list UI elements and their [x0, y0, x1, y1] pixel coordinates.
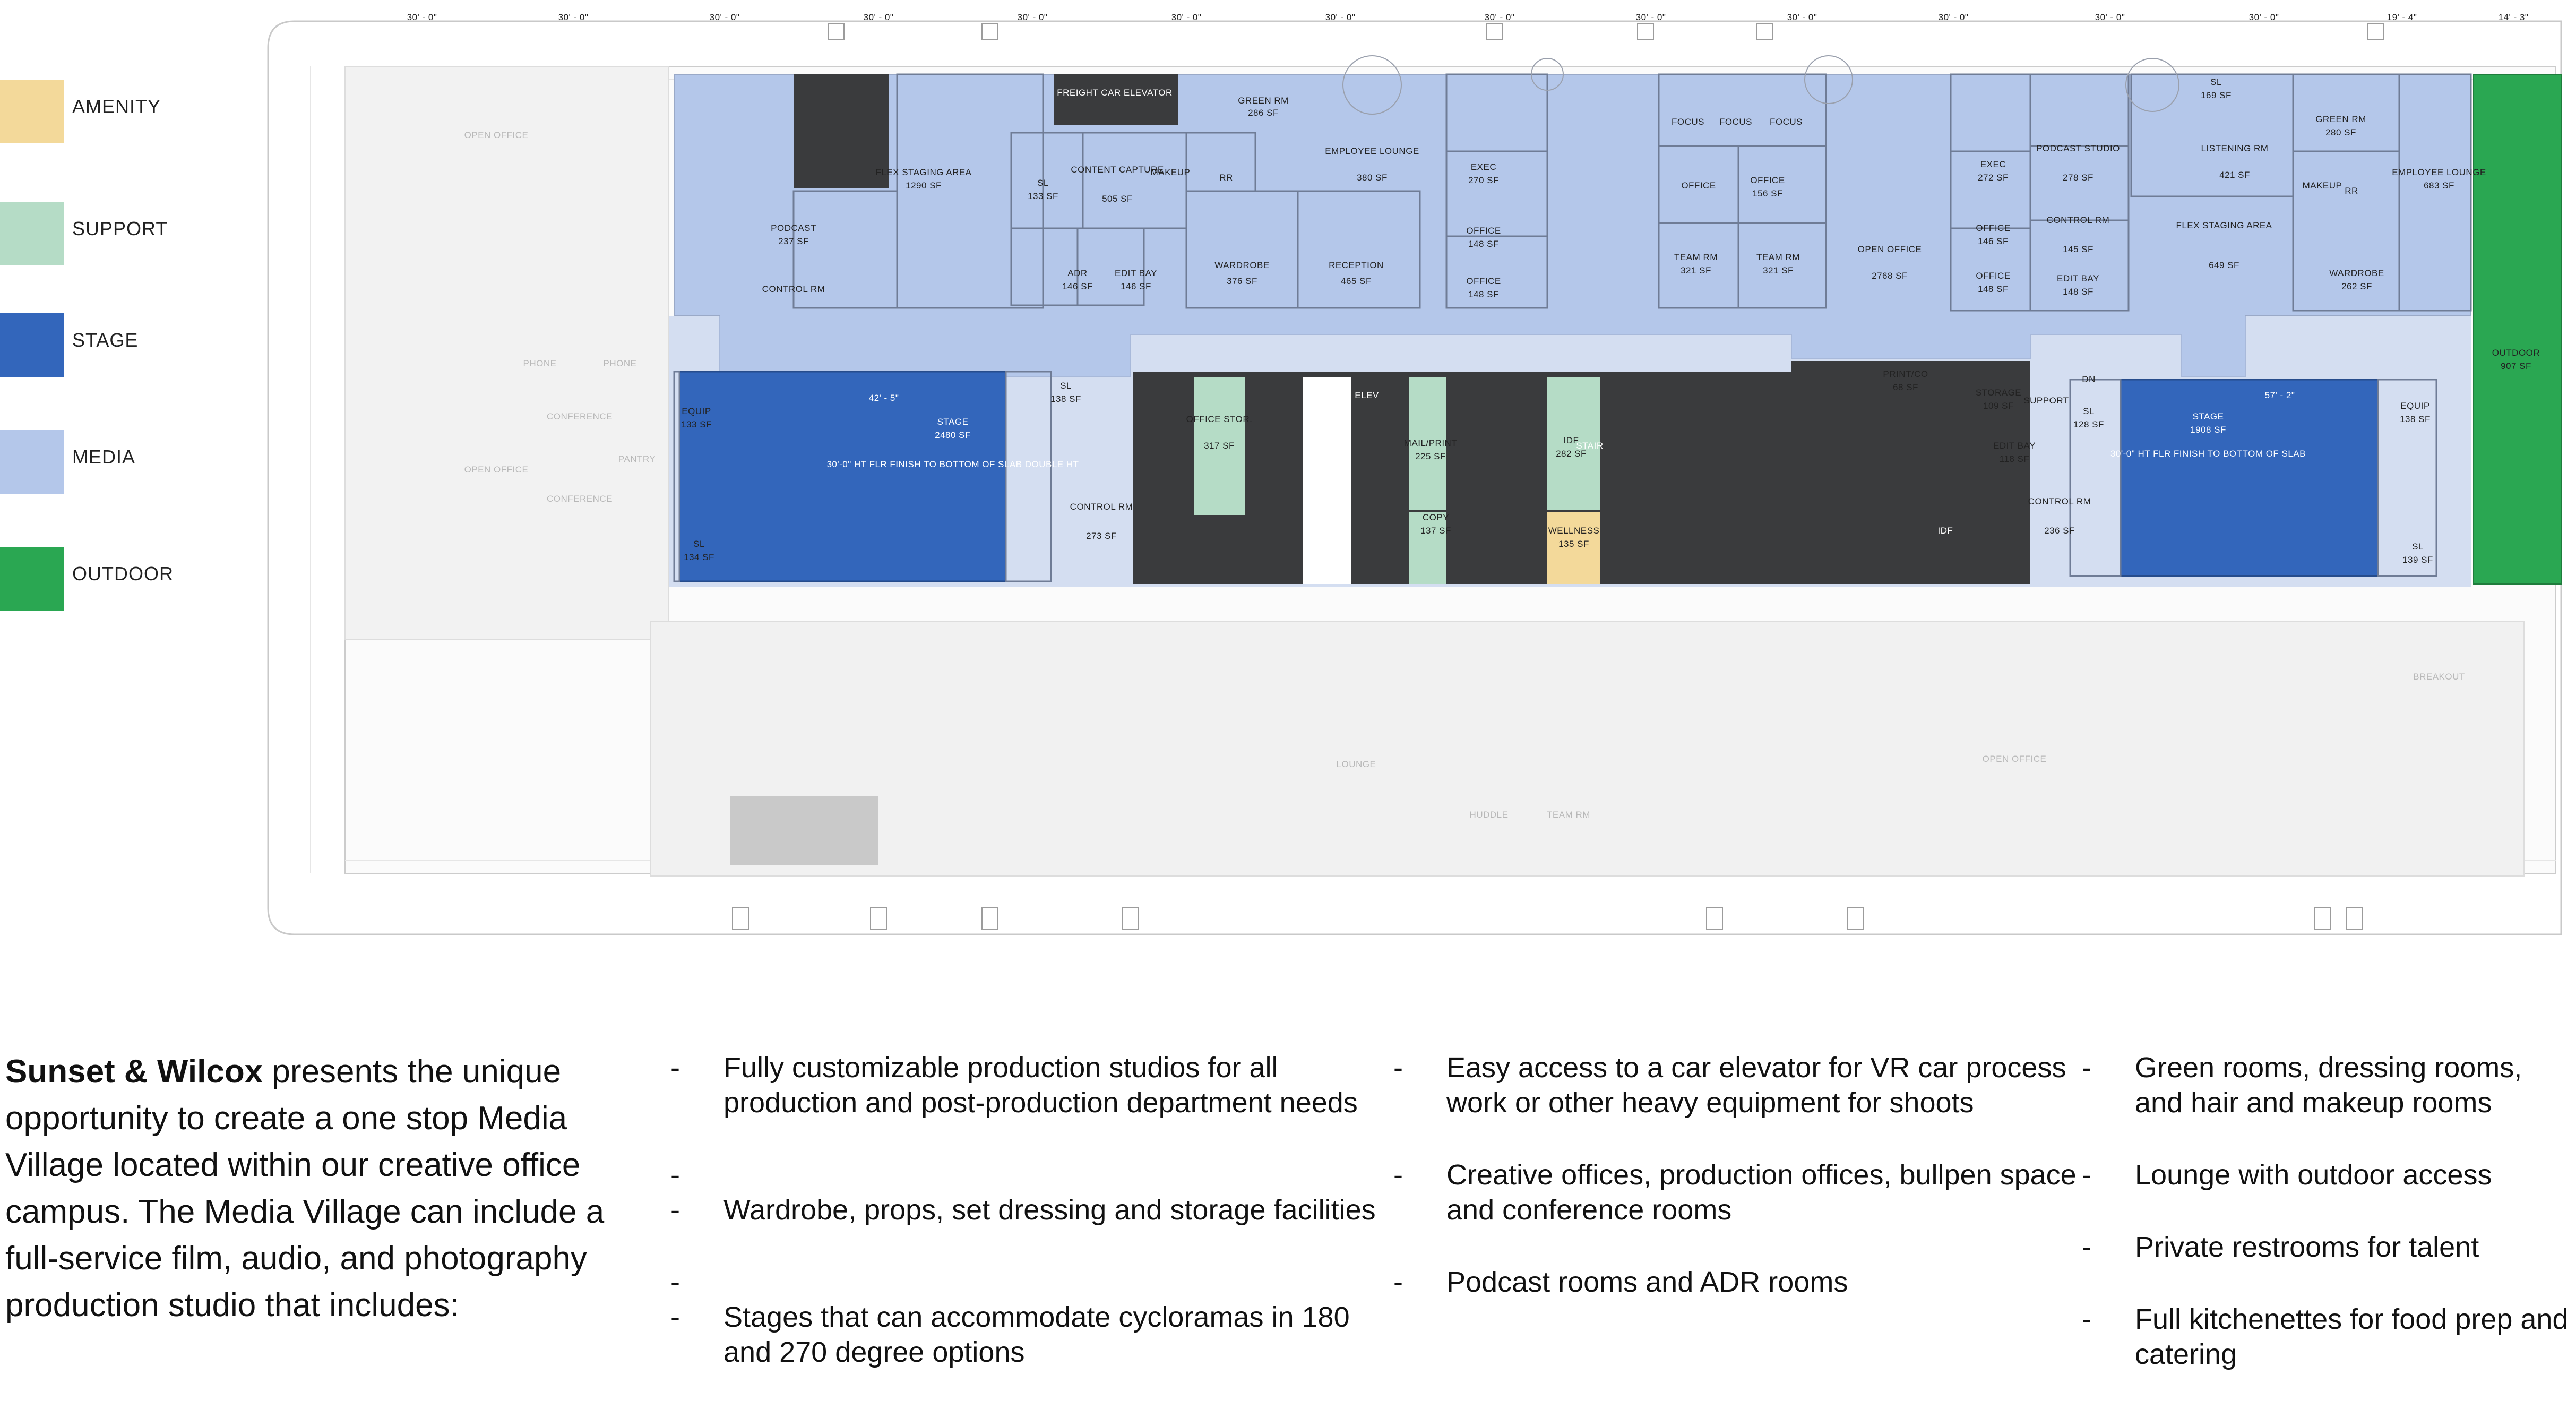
- list-item: [670, 1050, 1376, 1120]
- room-label: 421 SF: [2219, 170, 2250, 180]
- room-label: OFFICE: [1976, 271, 2011, 281]
- room-label: OFFICE: [1681, 181, 1716, 191]
- room-label: 146 SF: [1121, 281, 1151, 291]
- room-label: RECEPTION: [1329, 260, 1384, 270]
- room-label: LOUNGE: [1336, 759, 1376, 769]
- list-item-text: Easy access to a car elevator for VR car process work or other heavy equipment for shoots: [1446, 1052, 2066, 1119]
- copy-room: [1409, 512, 1446, 584]
- room-label: SUPPORT: [2023, 396, 2069, 406]
- feature-list-3: [2082, 1050, 2575, 1409]
- faded-west-wing: [345, 66, 669, 640]
- room-label: 262 SF: [2341, 281, 2372, 291]
- dimension-label: 30' - 0": [1787, 12, 1817, 22]
- room-label: SL: [2412, 542, 2424, 552]
- dimension-label: 30' - 0": [558, 12, 589, 22]
- dimension-label: 30' - 0": [407, 12, 437, 22]
- room-label: OFFICE: [1976, 223, 2011, 233]
- room-label: 30'-0" HT FLR FINISH TO BOTTOM OF SLAB DOUBLE HT: [826, 459, 1079, 469]
- feature-list-1: [670, 1050, 1376, 1407]
- room-label: EDIT BAY: [1993, 441, 2036, 451]
- room-label: EXEC: [1980, 159, 2006, 169]
- room-label: 1290 SF: [906, 181, 942, 191]
- dimension-label: 19' - 4": [2387, 12, 2417, 22]
- room-label: FLEX STAGING AREA: [2176, 220, 2272, 230]
- room-label: FOCUS: [1672, 117, 1704, 127]
- room-label: EXEC: [1470, 162, 1497, 172]
- room-label: CONFERENCE: [546, 411, 613, 422]
- legend-swatch: [0, 80, 64, 143]
- feature-list-2: [1393, 1050, 2078, 1337]
- list-item: [670, 1192, 1376, 1227]
- room-label: CONTROL RM: [1070, 502, 1133, 512]
- room-label: WARDROBE: [1214, 260, 1270, 270]
- room-label: 321 SF: [1763, 265, 1794, 276]
- room-label: OPEN OFFICE: [1857, 244, 1922, 254]
- floor-plan: [263, 11, 2576, 961]
- room-label: OUTDOOR: [2492, 348, 2540, 358]
- list-item: [2082, 1050, 2575, 1120]
- room-label: SL: [2210, 77, 2222, 87]
- room-label: SL: [693, 539, 705, 549]
- dimension-label: 30' - 0": [1484, 12, 1515, 22]
- room-label: 273 SF: [1086, 531, 1117, 541]
- room-label: EDIT BAY: [2057, 273, 2099, 283]
- list-item-text: Stages that can accommodate cycloramas in 180 and 270 degree options: [723, 1301, 1350, 1368]
- room-label: RR: [2345, 186, 2358, 196]
- room-label: 146 SF: [1978, 236, 2009, 246]
- room-label: MAKEUP: [1150, 167, 1191, 177]
- room-label: STAGE: [937, 417, 969, 427]
- room-label: SL: [2083, 406, 2095, 416]
- list-item: [670, 1265, 1376, 1300]
- room-label: ADR: [1067, 268, 1088, 278]
- room-label: 272 SF: [1978, 173, 2009, 183]
- room-label: 133 SF: [681, 419, 712, 429]
- room-label: 148 SF: [2063, 287, 2093, 297]
- outdoor-terrace: [2474, 74, 2561, 584]
- dimension-label: 30' - 0": [863, 12, 894, 22]
- bullet-dash: -: [670, 1159, 680, 1191]
- core-opening: [1303, 377, 1351, 584]
- room-label: 156 SF: [1752, 188, 1783, 199]
- room-label: 146 SF: [1062, 281, 1093, 291]
- room-label: HUDDLE: [1469, 810, 1509, 820]
- room-label: CONTROL RM: [2028, 496, 2091, 506]
- room-label: OFFICE: [1466, 226, 1501, 236]
- room-label: 169 SF: [2201, 90, 2232, 100]
- room-label: TEAM RM: [1674, 252, 1718, 262]
- bullet-dash: -: [2082, 1159, 2091, 1191]
- bullet-dash: -: [670, 1301, 680, 1333]
- dimension-label: 30' - 0": [1171, 12, 1202, 22]
- room-label: DN: [2082, 374, 2096, 384]
- room-label: 109 SF: [1983, 401, 2014, 411]
- list-item: [1393, 1265, 2078, 1300]
- room-label: COPY: [1422, 512, 1450, 522]
- legend-item-outdoor: [0, 547, 223, 611]
- room-label: ELEV: [1355, 390, 1379, 400]
- room-label: 68 SF: [1893, 382, 1918, 392]
- room-label: BREAKOUT: [2413, 672, 2465, 682]
- legend-item-support: [0, 202, 223, 265]
- room-label: RR: [1219, 173, 1233, 183]
- dimension-label: 30' - 0": [1017, 12, 1048, 22]
- room-label: 286 SF: [1248, 108, 1279, 118]
- room-label: OFFICE: [1466, 276, 1501, 286]
- bullet-dash: -: [1393, 1052, 1403, 1084]
- floor-plan-drawing: [263, 11, 2576, 961]
- room-label: STORAGE: [1975, 388, 2022, 398]
- room-label: 148 SF: [1468, 289, 1499, 299]
- brand-name: Sunset & Wilcox: [5, 1053, 263, 1090]
- room-label: 118 SF: [1999, 454, 2030, 464]
- room-label: EMPLOYEE LOUNGE: [1325, 146, 1419, 156]
- room-label: FOCUS: [1719, 117, 1752, 127]
- bullet-dash: -: [2082, 1052, 2091, 1084]
- room-label: EDIT BAY: [1115, 268, 1157, 278]
- legend-swatch: [0, 313, 64, 377]
- bullet-dash: -: [1393, 1266, 1403, 1298]
- room-label: 148 SF: [1978, 284, 2009, 294]
- stage-east: [2121, 380, 2378, 576]
- room-label: MAKEUP: [2302, 181, 2342, 191]
- room-label: OPEN OFFICE: [1982, 754, 2047, 764]
- room-label: EQUIP: [2400, 401, 2430, 411]
- room-label: WELLNESS: [1548, 526, 1600, 536]
- list-item: [670, 1157, 1376, 1192]
- room-label: 134 SF: [684, 552, 714, 562]
- room-label: 236 SF: [2044, 526, 2075, 536]
- legend-item-media: [0, 430, 223, 494]
- legend-label: STAGE: [72, 329, 139, 351]
- room-label: 2480 SF: [935, 430, 971, 440]
- legend-label: OUTDOOR: [72, 563, 174, 585]
- room-label: 138 SF: [1050, 394, 1081, 404]
- legend-item-stage: [0, 313, 223, 377]
- legend-swatch: [0, 430, 64, 494]
- room-label: 225 SF: [1415, 451, 1446, 461]
- bullet-dash: -: [1393, 1159, 1403, 1191]
- room-label: GREEN RM: [2315, 114, 2366, 124]
- faded-stair: [730, 796, 878, 865]
- legend-label: MEDIA: [72, 446, 136, 468]
- room-label: GREEN RM: [1238, 96, 1289, 106]
- room-label: TEAM RM: [1756, 252, 1800, 262]
- list-item-text: Green rooms, dressing rooms, and hair and makeup rooms: [2135, 1052, 2522, 1119]
- list-item-text: Lounge with outdoor access: [2135, 1159, 2492, 1191]
- room-label: SL: [1060, 381, 1072, 391]
- list-item-text: Fully customizable production studios for all production and post-production department needs: [723, 1052, 1358, 1119]
- room-label: SL: [1037, 178, 1049, 188]
- bullet-dash: -: [2082, 1231, 2091, 1263]
- room-label: 321 SF: [1681, 265, 1711, 276]
- legend-swatch: [0, 547, 64, 611]
- list-item: [1393, 1050, 2078, 1120]
- room-label: 237 SF: [778, 236, 809, 246]
- room-label: 57' - 2": [2264, 390, 2295, 400]
- room-label: 145 SF: [2063, 244, 2093, 254]
- list-item: [2082, 1157, 2575, 1192]
- legend-label: SUPPORT: [72, 218, 168, 239]
- room-label: 42' - 5": [868, 393, 899, 403]
- room-label: STAIR: [1576, 441, 1604, 451]
- room-label: OFFICE: [1750, 175, 1785, 185]
- room-label: 138 SF: [2400, 414, 2431, 424]
- room-label: 649 SF: [2209, 260, 2239, 270]
- room-label: 148 SF: [1468, 239, 1499, 249]
- list-item: [1393, 1157, 2078, 1227]
- dimension-label: 30' - 0": [1938, 12, 1969, 22]
- room-label: 465 SF: [1341, 276, 1372, 286]
- room-label: EQUIP: [682, 406, 711, 416]
- room-label: EMPLOYEE LOUNGE: [2392, 167, 2486, 177]
- room-label: LISTENING RM: [2201, 143, 2269, 153]
- room-label: CONFERENCE: [546, 494, 613, 504]
- room-label: OPEN OFFICE: [464, 130, 529, 140]
- intro-text: presents the unique opportunity to create a one stop Media Village located within our creative office campus. The Media Village can include a full-service film, audio, and photography production studio that includes:: [5, 1053, 605, 1324]
- room-label: FREIGHT CAR ELEVATOR: [1057, 88, 1173, 98]
- room-label: 139 SF: [2402, 555, 2433, 565]
- dimension-label: 30' - 0": [2248, 12, 2279, 22]
- room-label: CONTENT CAPTURE: [1071, 165, 1164, 175]
- room-label: STAGE: [2192, 411, 2224, 422]
- list-item-text: Wardrobe, props, set dressing and storage facilities: [723, 1194, 1376, 1226]
- faded-south-wing: [650, 621, 2524, 876]
- room-label: 380 SF: [1357, 173, 1388, 183]
- room-label: 317 SF: [1204, 441, 1235, 451]
- dimension-label: 30' - 0": [709, 12, 740, 22]
- room-label: 30'-0" HT FLR FINISH TO BOTTOM OF SLAB: [2110, 449, 2306, 459]
- room-label: 376 SF: [1227, 276, 1257, 286]
- room-label: CONTROL RM: [762, 284, 825, 294]
- room-label: 1908 SF: [2190, 425, 2226, 435]
- room-label: PHONE: [523, 358, 557, 368]
- list-item: [2082, 1302, 2575, 1372]
- list-item-text: Creative offices, production offices, bullpen space and conference rooms: [1446, 1159, 2077, 1226]
- intro-paragraph: [5, 1049, 632, 1329]
- freight-car-elevator: [1054, 74, 1178, 125]
- room-label: 2768 SF: [1872, 271, 1908, 281]
- room-label: 135 SF: [1558, 539, 1589, 549]
- room-label: 137 SF: [1420, 526, 1451, 536]
- room-label: IDF: [1937, 526, 1953, 536]
- list-item-text: Private restrooms for talent: [2135, 1231, 2479, 1263]
- stage-west: [679, 372, 1006, 581]
- bullet-dash: -: [670, 1194, 680, 1226]
- room-label: PANTRY: [618, 454, 656, 464]
- room-label: PODCAST: [771, 223, 816, 233]
- freight-stair-core: [794, 74, 889, 188]
- room-label: PRINT/CO: [1883, 369, 1928, 379]
- room-label: 128 SF: [2073, 419, 2104, 429]
- room-label: CONTROL RM: [2046, 215, 2110, 225]
- room-label: 278 SF: [2063, 173, 2093, 183]
- list-item-text: Full kitchenettes for food prep and catering: [2135, 1303, 2569, 1370]
- room-label: OFFICE STOR.: [1186, 414, 1253, 424]
- legend-item-amenity: [0, 80, 223, 143]
- dimension-label: 14' - 3": [2498, 12, 2529, 22]
- bullet-dash: -: [670, 1052, 680, 1084]
- room-label: OPEN OFFICE: [464, 465, 529, 475]
- room-label: 280 SF: [2325, 127, 2356, 138]
- dimension-label: 30' - 0": [1635, 12, 1666, 22]
- room-label: 270 SF: [1468, 175, 1499, 185]
- bullet-dash: -: [2082, 1303, 2091, 1335]
- room-label: TEAM RM: [1547, 810, 1590, 820]
- dimension-label: 30' - 0": [2095, 12, 2125, 22]
- room-label: MAIL/PRINT: [1403, 438, 1458, 448]
- room-label: 282 SF: [1556, 449, 1587, 459]
- room-label: 505 SF: [1102, 194, 1133, 204]
- room-label: PODCAST STUDIO: [2036, 143, 2120, 153]
- room-label: PHONE: [603, 358, 637, 368]
- room-label: 907 SF: [2501, 361, 2531, 371]
- room-label: 133 SF: [1028, 191, 1058, 201]
- list-item-text: Podcast rooms and ADR rooms: [1446, 1266, 1848, 1298]
- list-item: [670, 1300, 1376, 1370]
- legend-label: AMENITY: [72, 96, 161, 117]
- room-label: WARDROBE: [2329, 268, 2384, 278]
- room-label: 683 SF: [2424, 181, 2454, 191]
- legend-swatch: [0, 202, 64, 265]
- list-item: [2082, 1230, 2575, 1265]
- dimension-label: 30' - 0": [1325, 12, 1356, 22]
- room-label: FOCUS: [1770, 117, 1803, 127]
- room-label: IDF: [1563, 435, 1579, 445]
- room-label: FLEX STAGING AREA: [875, 167, 972, 177]
- bullet-dash: -: [670, 1266, 680, 1298]
